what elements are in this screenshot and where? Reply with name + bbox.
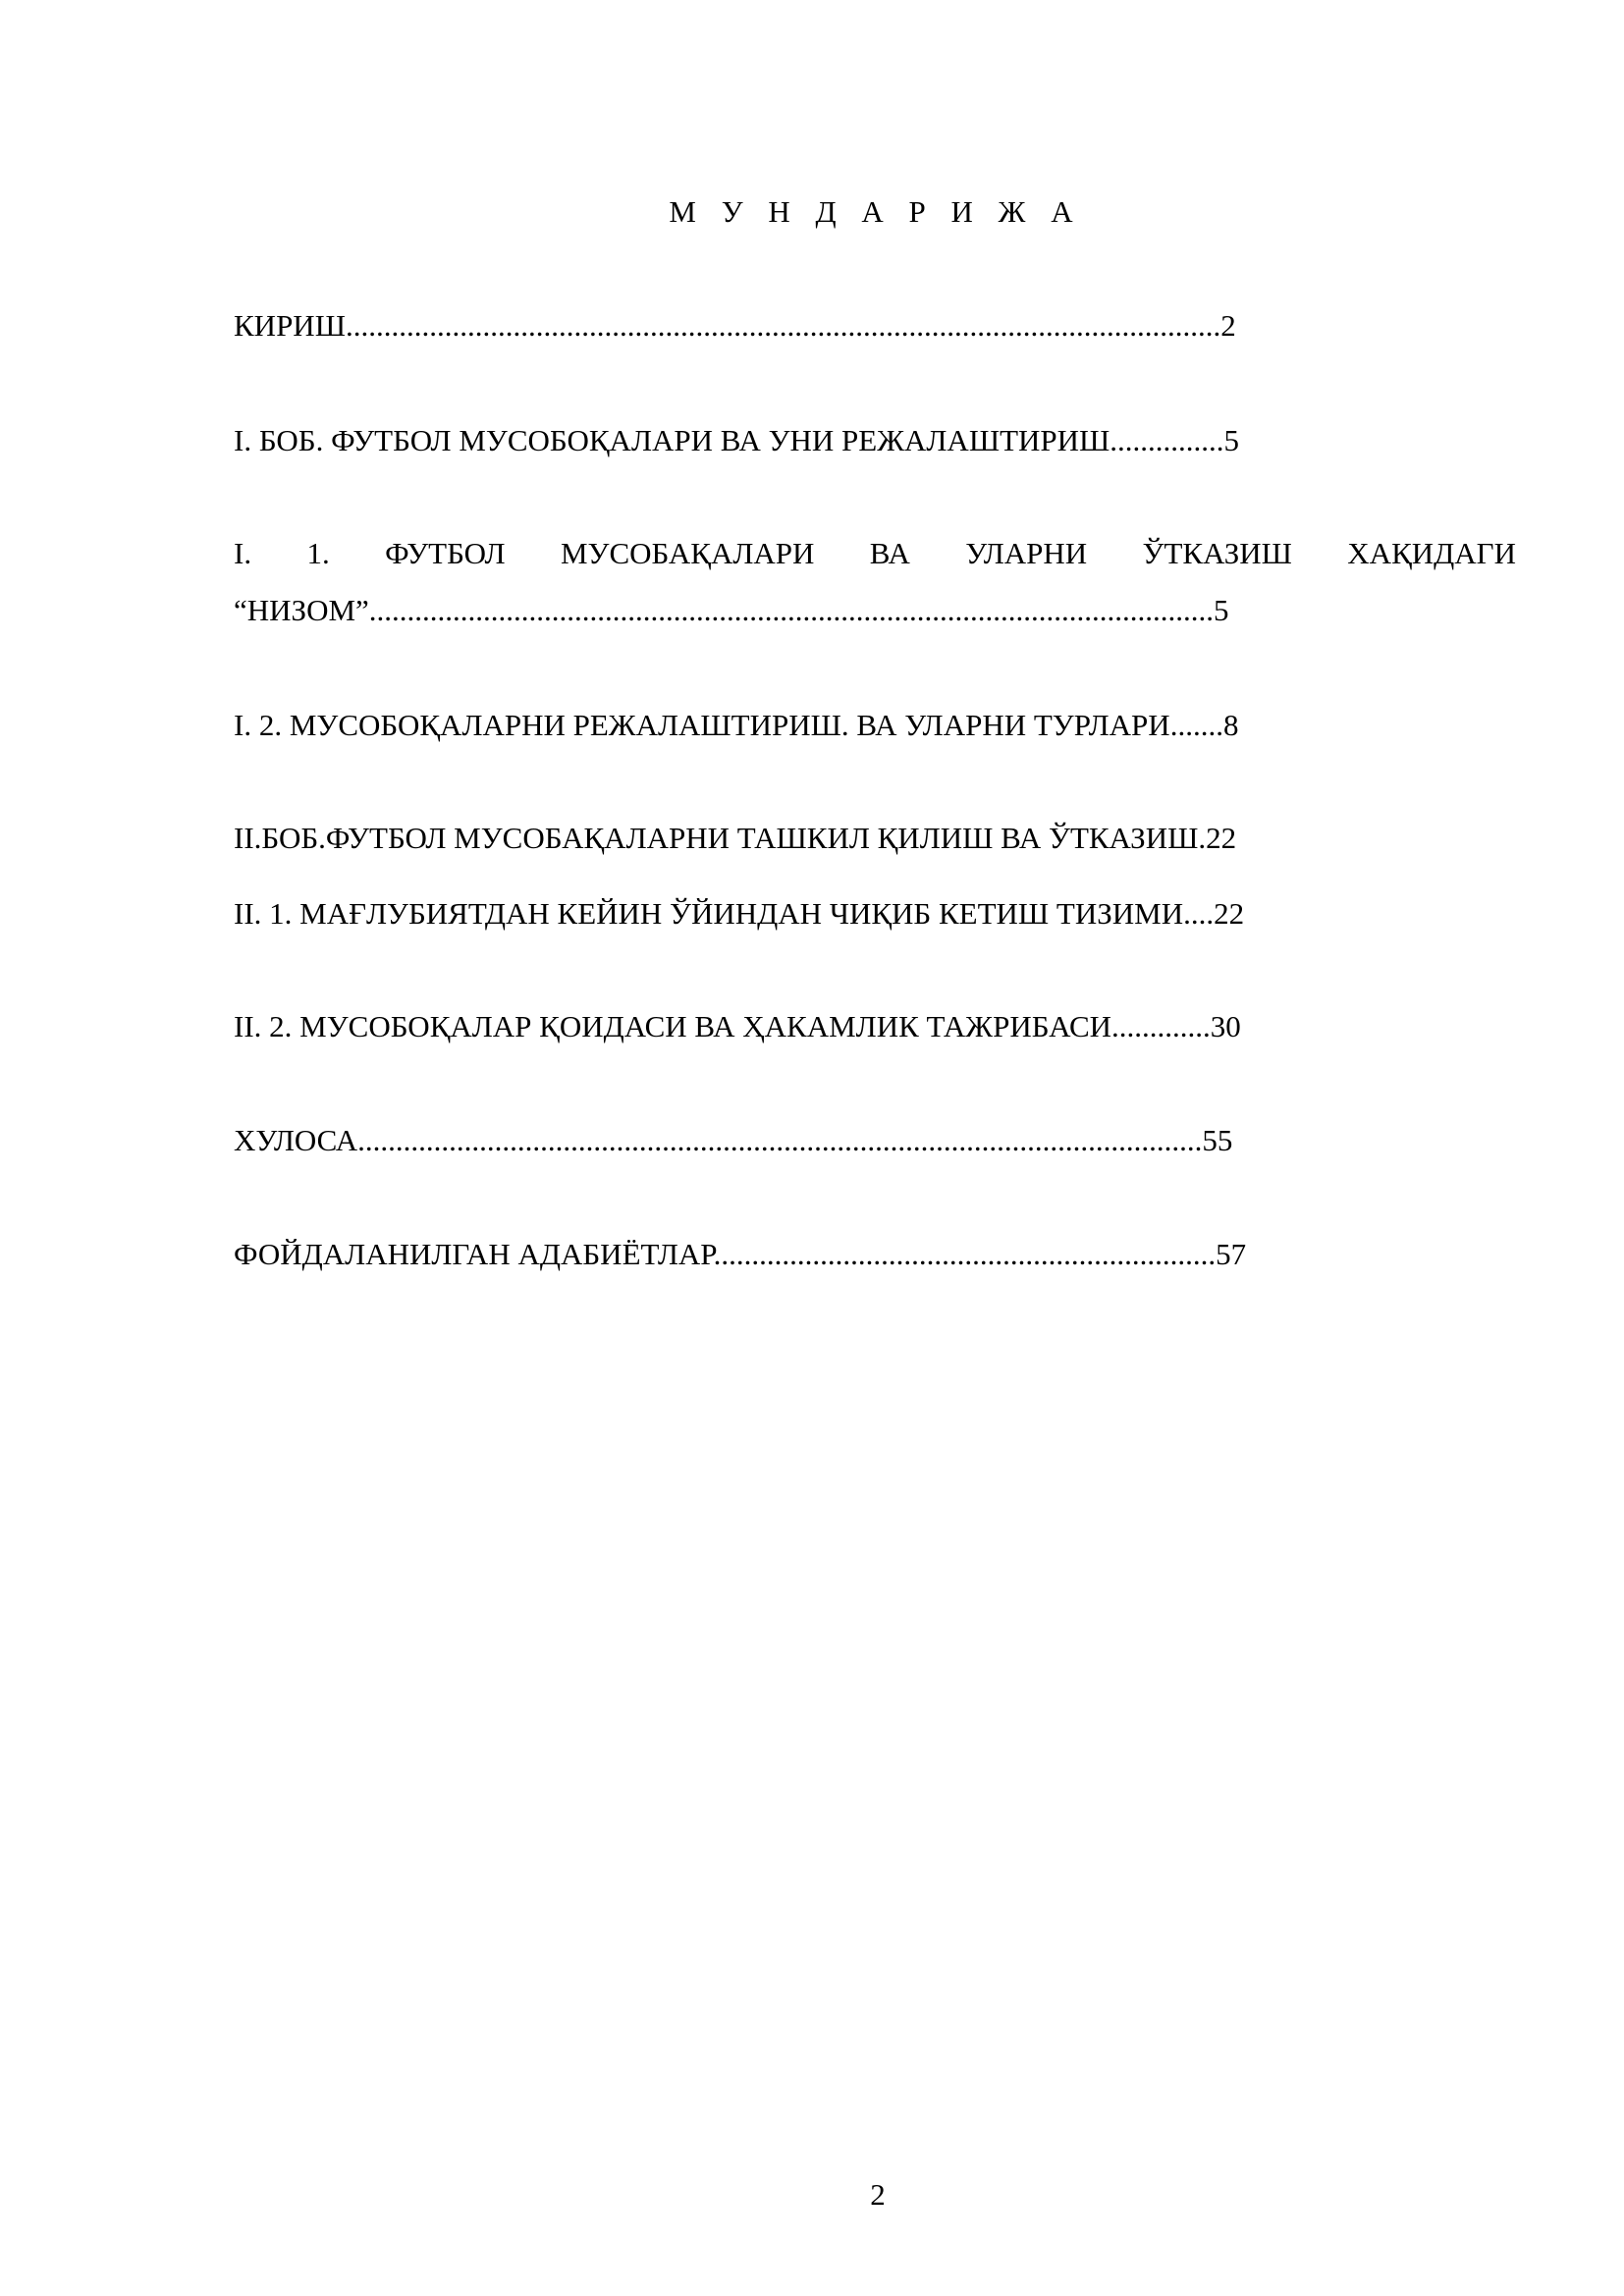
page-number: 2 bbox=[870, 2177, 886, 2212]
toc-entry-section-1-1 bbox=[234, 535, 1516, 572]
toc-entry-chapter-2: II.БОБ.ФУТБОЛ МУСОБАҚАЛАРНИ ТАШКИЛ ҚИЛИШ ВА ЎТКАЗИШ.22 bbox=[234, 821, 1237, 855]
toc-entry-references: ФОЙДАЛАНИЛГАН АДАБИЁТЛАР..................................................................57 bbox=[234, 1237, 1247, 1271]
document-title: М У Н Д А Р И Ж А bbox=[669, 194, 1082, 229]
toc-entry-chapter-1: I. БОБ. ФУТБОЛ МУСОБОҚАЛАРИ ВА УНИ РЕЖАЛАШТИРИШ...............5 bbox=[234, 423, 1240, 457]
toc-word: I. bbox=[234, 536, 252, 570]
toc-entry-section-1-2: I. 2. МУСОБОҚАЛАРНИ РЕЖАЛАШТИРИШ. ВА УЛАРНИ ТУРЛАРИ.......8 bbox=[234, 708, 1239, 742]
toc-word: МУСОБАҚАЛАРИ bbox=[560, 536, 815, 570]
toc-word: 1. bbox=[306, 536, 330, 570]
toc-entry-conclusion: ХУЛОСА...............................................................................................................55 bbox=[234, 1123, 1233, 1157]
toc-entry-section-2-2: II. 2. МУСОБОҚАЛАР ҚОИДАСИ ВА ҲАКАМЛИК ТАЖРИБАСИ.............30 bbox=[234, 1009, 1241, 1043]
toc-entry-intro: КИРИШ...................................................................................................................2 bbox=[234, 308, 1236, 343]
toc-entry-section-2-1: II. 1. МАҒЛУБИЯТДАН КЕЙИН ЎЙИНДАН ЧИҚИБ КЕТИШ ТИЗИМИ....22 bbox=[234, 896, 1245, 931]
toc-entry-section-1-1-continuation: “НИЗОМ”...............................................................................................................5 bbox=[234, 593, 1229, 627]
toc-word: ЎТКАЗИШ bbox=[1142, 536, 1292, 570]
toc-word: ФУТБОЛ bbox=[385, 536, 506, 570]
toc-word: ВА bbox=[869, 536, 910, 570]
toc-word: ХАҚИДАГИ bbox=[1347, 536, 1516, 570]
toc-word: УЛАРНИ bbox=[965, 536, 1088, 570]
